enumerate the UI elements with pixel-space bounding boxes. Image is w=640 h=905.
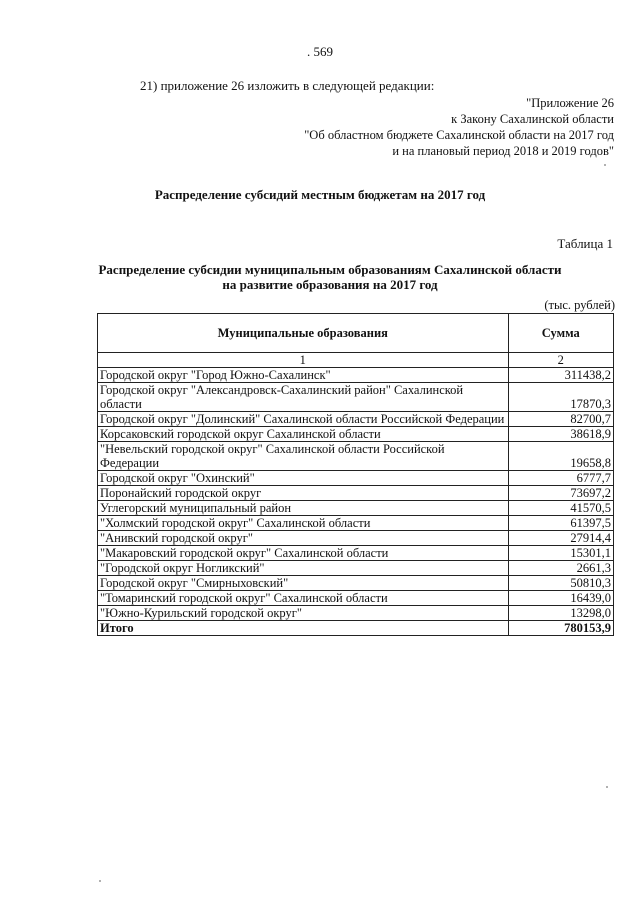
column-header-municipality: Муниципальные образования [98,314,509,353]
total-label: Итого [98,621,509,636]
subsidy-amount: 17870,3 [508,383,613,412]
subsidy-amount: 15301,1 [508,546,613,561]
table-row [98,501,614,516]
subsidy-amount: 19658,8 [508,442,613,471]
subsidy-amount: 50810,3 [508,576,613,591]
table-row [98,486,614,501]
total-amount: 780153,9 [508,621,613,636]
table-title-line: на развитие образования на 2017 год [222,277,438,292]
table-row [98,606,614,621]
municipality-name: Городской округ "Охинский" [98,471,509,486]
table-row [98,591,614,606]
table-row [98,516,614,531]
appendix-line: и на плановый период 2018 и 2019 годов" [392,144,614,158]
intro-text: 21) приложение 26 изложить в следующей редакции: [140,78,435,93]
subsidy-amount: 16439,0 [508,591,613,606]
subsidy-amount: 6777,7 [508,471,613,486]
subsidy-amount: 27914,4 [508,531,613,546]
municipality-name: "Южно-Курильский городской округ" [98,606,509,621]
table-row [98,442,614,471]
main-title: Распределение субсидий местным бюджетам на 2017 год [154,187,486,202]
table-row [98,368,614,383]
table-row [98,412,614,427]
subsidies-table [97,313,614,636]
units-label: (тыс. рублей) [544,298,615,312]
municipality-name: Корсаковский городской округ Сахалинской области [98,427,509,442]
subsidy-amount: 73697,2 [508,486,613,501]
column-index: 2 [508,353,613,368]
municipality-name: "Холмский городской округ" Сахалинской области [98,516,509,531]
municipality-name: Углегорский муниципальный район [98,501,509,516]
table-row [98,576,614,591]
municipality-name: "Городской округ Ногликский" [98,561,509,576]
page-number: . 569 [307,44,333,59]
scan-speck [99,880,101,882]
table-header-row [98,314,614,353]
subsidy-amount: 311438,2 [508,368,613,383]
municipality-name: Городской округ "Смирныховский" [98,576,509,591]
table-title [60,262,600,292]
table-row [98,561,614,576]
municipality-name: Городской округ "Александровск-Сахалинский район" Сахалинской области [98,383,509,412]
column-header-sum: Сумма [508,314,613,353]
subsidy-amount: 13298,0 [508,606,613,621]
appendix-header [194,95,614,159]
municipality-name: "Томаринский городской округ" Сахалинской области [98,591,509,606]
municipality-name: "Анивский городской округ" [98,531,509,546]
column-index: 1 [98,353,509,368]
municipality-name: Городской округ "Город Южно-Сахалинск" [98,368,509,383]
municipality-name: Городской округ "Долинский" Сахалинской области Российской Федерации [98,412,509,427]
appendix-line: к Закону Сахалинской области [451,112,614,126]
appendix-line: "Приложение 26 [526,96,614,110]
column-index-row [98,353,614,368]
municipality-name: "Невельский городской округ" Сахалинской области Российской Федерации [98,442,509,471]
appendix-line: "Об областном бюджете Сахалинской области на 2017 год [304,128,614,142]
scan-speck [604,164,606,166]
scan-speck [606,786,608,788]
table-row [98,427,614,442]
subsidy-amount: 82700,7 [508,412,613,427]
subsidy-amount: 61397,5 [508,516,613,531]
subsidy-amount: 2661,3 [508,561,613,576]
table-row [98,471,614,486]
table-row [98,383,614,412]
total-row [98,621,614,636]
table-label: Таблица 1 [557,236,613,251]
table-row [98,531,614,546]
subsidy-amount: 38618,9 [508,427,613,442]
municipality-name: "Макаровский городской округ" Сахалинской области [98,546,509,561]
subsidy-amount: 41570,5 [508,501,613,516]
table-row [98,546,614,561]
table-title-line: Распределение субсидии муниципальным образованиям Сахалинской области [98,262,562,277]
municipality-name: Поронайский городской округ [98,486,509,501]
